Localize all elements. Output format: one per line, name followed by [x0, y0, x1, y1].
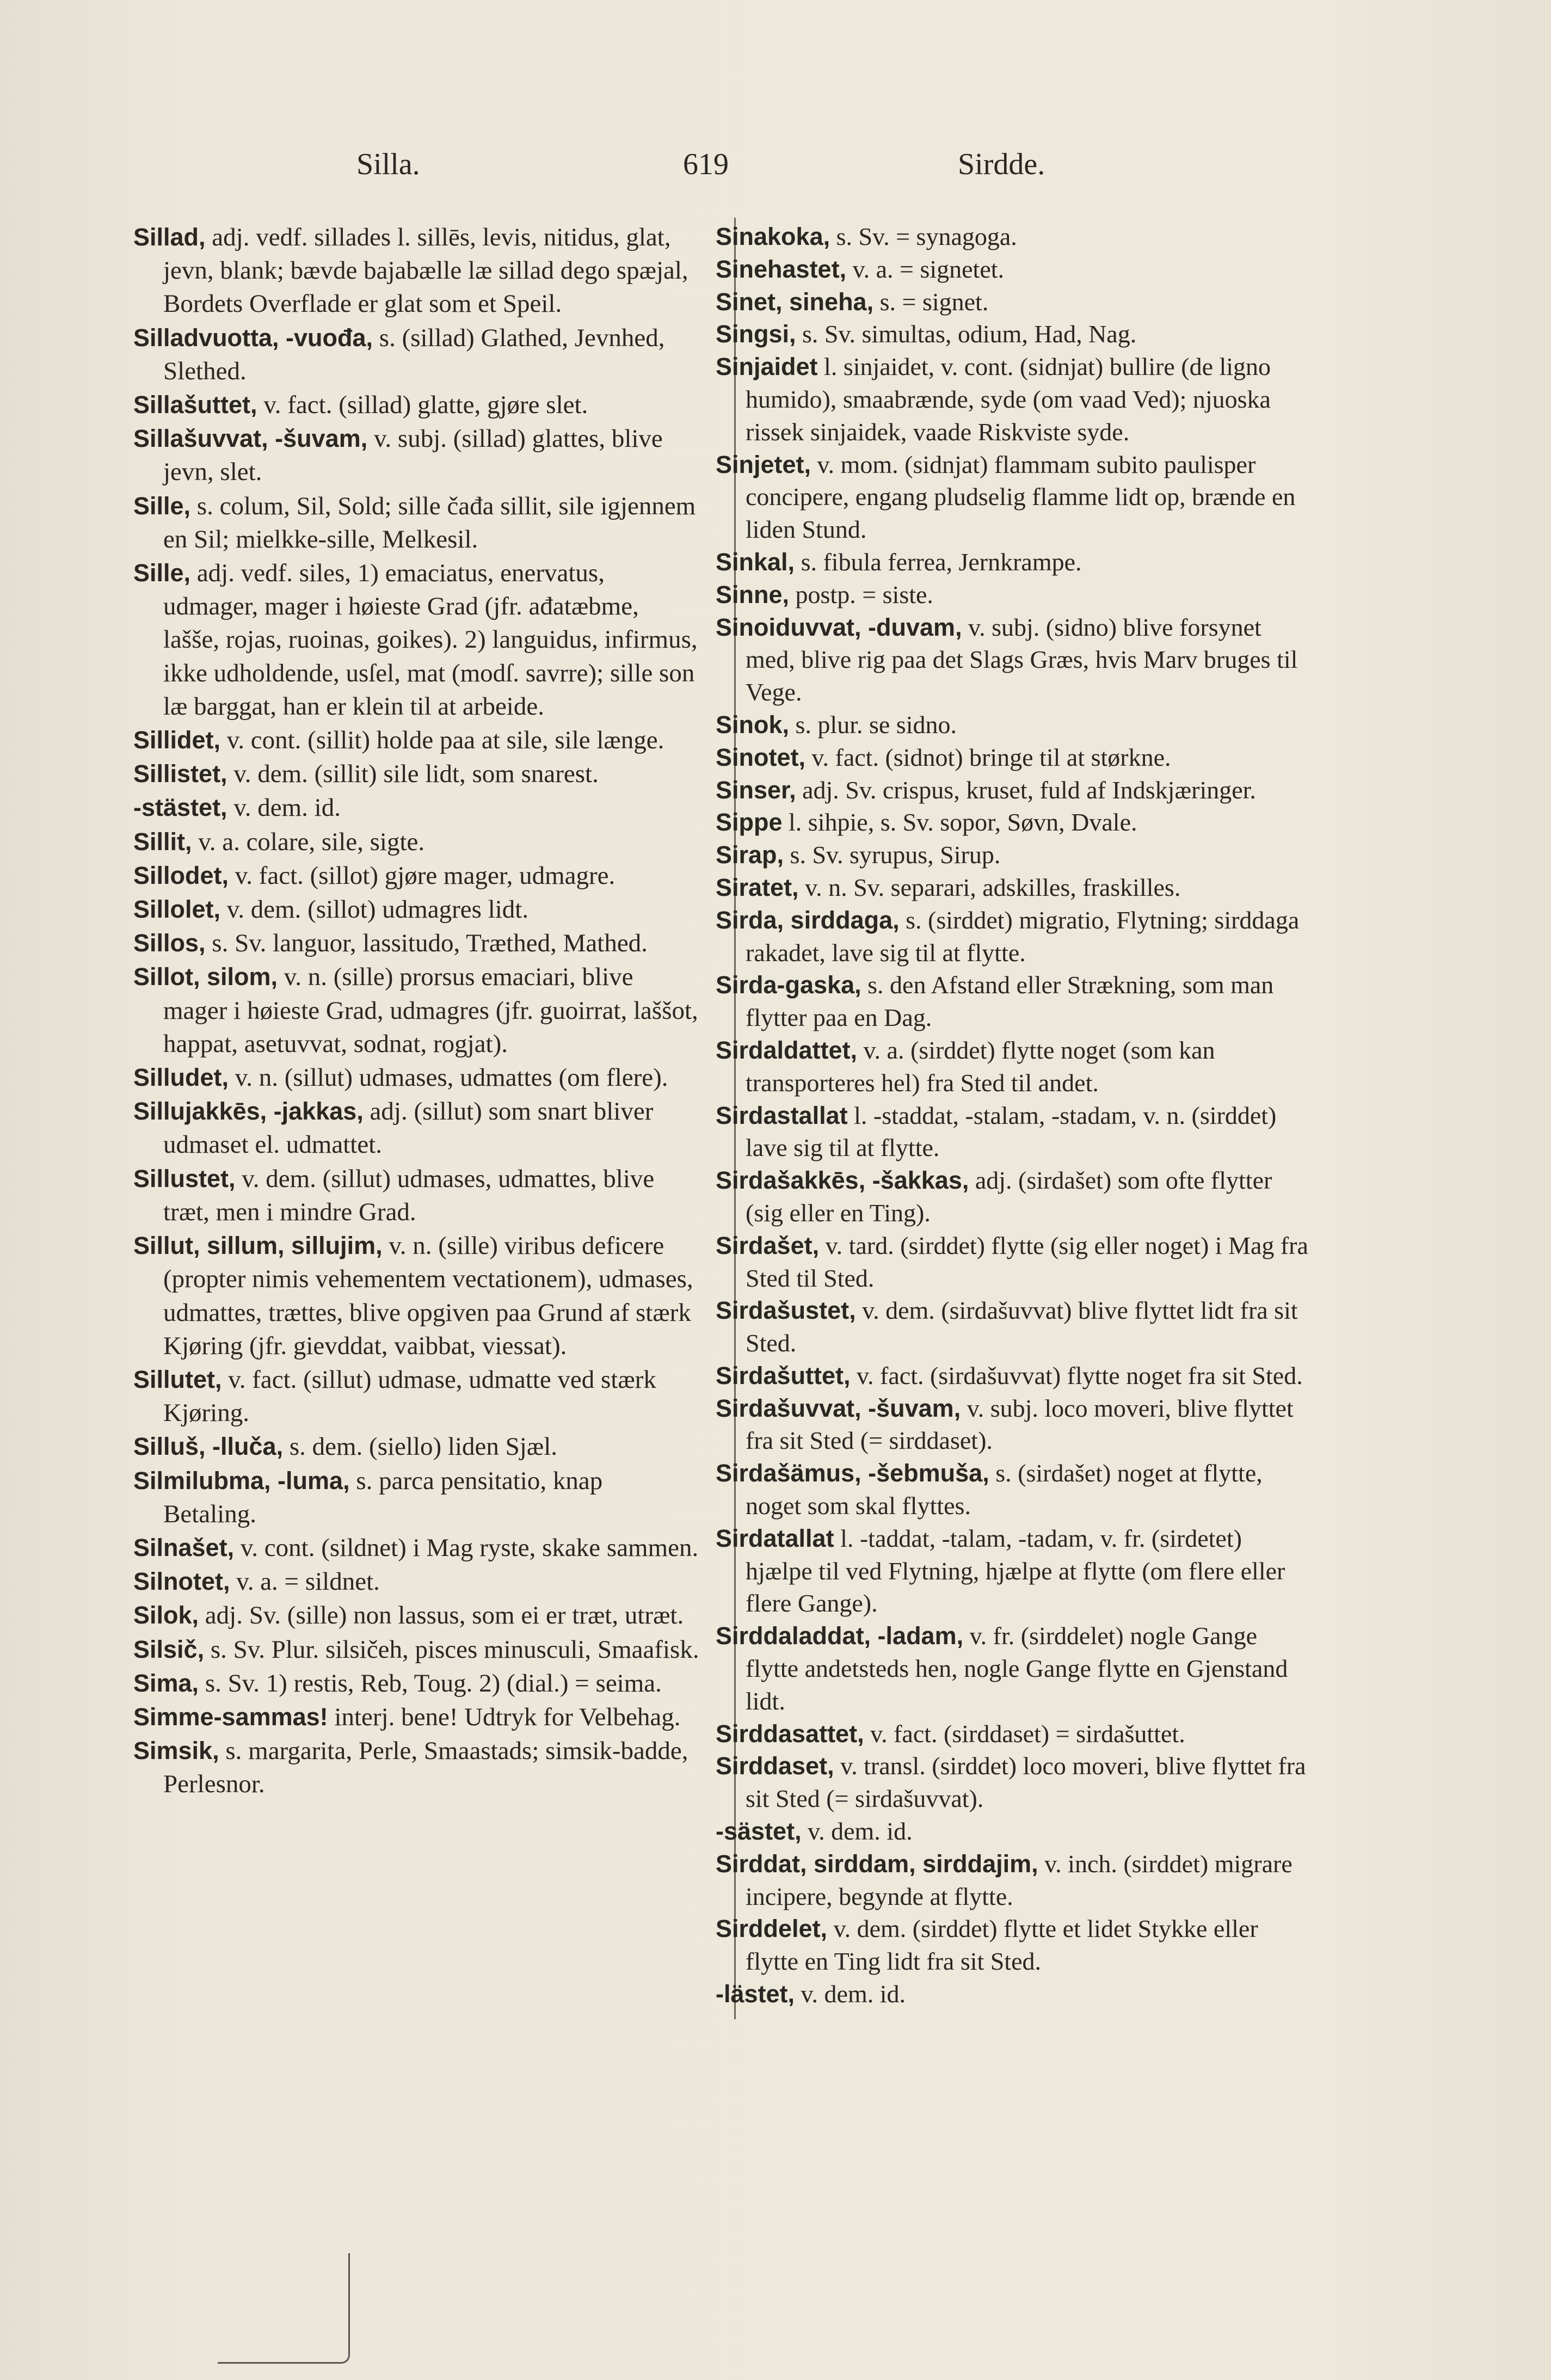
- entry-headword: Sirda-gaska,: [716, 971, 861, 999]
- entry-definition: adj. Sv. (sille) non lassus, som ei er træt, utræt.: [205, 1601, 684, 1630]
- dictionary-entry: [716, 1294, 1309, 1360]
- dictionary-entry: [133, 1666, 699, 1700]
- dictionary-entry: [716, 579, 1309, 611]
- entry-headword: Sirdaldattet,: [716, 1036, 858, 1064]
- entry-definition: v. dem. id.: [233, 794, 341, 822]
- entry-definition: interj. bene! Udtryk for Velbehag.: [334, 1702, 681, 1731]
- entry-definition: v. fact. (sidnot) bringe til at størkne.: [811, 743, 1171, 771]
- page-number: 619: [683, 147, 729, 181]
- entry-headword: Sillit,: [133, 827, 192, 856]
- dictionary-entry: [716, 806, 1309, 839]
- page-corner-mark: [218, 2253, 350, 2364]
- entry-headword: Sillut, sillum, sillujim,: [133, 1232, 383, 1260]
- entry-headword: Sillutet,: [133, 1365, 222, 1393]
- dictionary-entry: [716, 1392, 1309, 1457]
- dictionary-entry: [133, 859, 699, 893]
- entry-definition: l. sihpie, s. Sv. sopor, Søvn, Dvale.: [789, 808, 1137, 837]
- dictionary-entry: [133, 422, 699, 489]
- dictionary-entry: [716, 1457, 1309, 1522]
- dictionary-entry: [716, 448, 1309, 546]
- entry-headword: -sästet,: [716, 1817, 802, 1846]
- dictionary-entry: [716, 318, 1309, 350]
- entry-headword: Sirddaladdat, -ladam,: [716, 1622, 964, 1650]
- dictionary-entry: [716, 1978, 1309, 2010]
- entry-definition: v. subj. (sillad) glattes, blive jevn, slet.: [163, 425, 663, 487]
- dictionary-entry: [716, 741, 1309, 774]
- entry-headword: Simme-sammas!: [133, 1702, 328, 1731]
- dictionary-entry: [133, 1061, 699, 1094]
- dictionary-entry: [716, 253, 1309, 286]
- entry-definition: adj. vedf. siles, 1) emaciatus, enervatus, udmager, mager i høieste Grad (jfr. ađatæbme, lašše, rojas, ruoinas, goikes). 2) languidus, infirmus, ikke udholdende, usſel, mat (modſ. savrre); sille son læ barggat, han er klein til at arbeide.: [163, 559, 698, 721]
- dictionary-entry: [133, 1700, 699, 1734]
- dictionary-entry: [133, 321, 699, 388]
- entry-headword: Silludet,: [133, 1063, 229, 1092]
- dictionary-entry: [133, 1464, 699, 1531]
- entry-definition: v. dem. (sirdašuvvat) blive flyttet lidt fra sit Sted.: [746, 1296, 1298, 1357]
- entry-definition: s. Sv. languor, lassitudo, Træthed, Mathed.: [212, 929, 648, 958]
- entry-headword: Sille,: [133, 559, 191, 587]
- dictionary-entry: [133, 1363, 699, 1430]
- entry-definition: v. fact. (sillot) gjøre mager, udmagre.: [235, 861, 616, 890]
- entry-definition: v. n. Sv. separari, adskilles, fraskilles.: [805, 873, 1181, 901]
- entry-definition: l. -taddat, -talam, -tadam, v. fr. (sirdetet) hjælpe til ved Flytning, hjælpe at flytte (om flere eller flere Gange).: [746, 1524, 1285, 1618]
- dictionary-entry: [133, 556, 699, 723]
- entry-definition: s. Sv. Plur. silsičeh, pisces minusculi, Smaafisk.: [210, 1635, 699, 1664]
- entry-headword: Silnotet,: [133, 1567, 230, 1596]
- entry-headword: Sima,: [133, 1669, 199, 1697]
- entry-headword: Sillodet,: [133, 861, 229, 889]
- dictionary-entry: [133, 960, 699, 1061]
- entry-definition: s. plur. se sidno.: [795, 710, 957, 739]
- entry-headword: Sirap,: [716, 841, 784, 869]
- entry-definition: v. transl. (sirddet) loco moveri, blive flyttet fra sit Sted (= sirdašuvvat).: [746, 1752, 1306, 1813]
- dictionary-entry: [716, 286, 1309, 318]
- entry-headword: Sirdašuvvat, -šuvam,: [716, 1394, 961, 1422]
- entry-headword: Silladvuotta, -vuođa,: [133, 323, 373, 352]
- dictionary-entry: [133, 1162, 699, 1229]
- entry-headword: Sinjaidet: [716, 353, 818, 381]
- entry-definition: v. subj. loco moveri, blive flyttet fra sit Sted (= sirddaset).: [746, 1394, 1294, 1455]
- entry-headword: Sirddasattet,: [716, 1719, 864, 1748]
- entry-definition: v. cont. (sillit) holde paa at sile, sile længe.: [226, 726, 664, 755]
- entry-headword: Sinok,: [716, 710, 790, 739]
- entry-definition: adj. vedf. sillades l. sillēs, levis, nitidus, glat, jevn, blank; bævde bajabælle læ sillad dego spæjal, Bordets Overflade er glat som et Speil.: [163, 223, 688, 318]
- entry-headword: Sille,: [133, 491, 191, 520]
- dictionary-entry: [716, 546, 1309, 579]
- entry-headword: Sinjetet,: [716, 450, 811, 478]
- dictionary-entry: [716, 839, 1309, 871]
- entry-headword: Sinakoka,: [716, 223, 830, 250]
- entry-headword: Sillidet,: [133, 726, 221, 754]
- entry-headword: Simsik,: [133, 1737, 219, 1765]
- dictionary-entry: [133, 1633, 699, 1666]
- dictionary-entry: [133, 1229, 699, 1363]
- dictionary-entry: [133, 1430, 699, 1463]
- dictionary-entry: [133, 489, 699, 556]
- entry-definition: s. (sirdašet) noget at flytte, noget som skal flyttes.: [746, 1459, 1263, 1520]
- dictionary-entry: [133, 893, 699, 926]
- entry-definition: v. a. = sildnet.: [236, 1567, 380, 1596]
- entry-definition: v. fact. (sirdašuvvat) flytte noget fra sit Sted.: [857, 1361, 1303, 1389]
- entry-headword: Silluš, -lluča,: [133, 1432, 284, 1461]
- dictionary-entry: [133, 1565, 699, 1598]
- entry-headword: Sillad,: [133, 223, 206, 251]
- entry-definition: v. cont. (sildnet) i Mag ryste, skake sammen.: [240, 1533, 699, 1562]
- entry-headword: Sinkal,: [716, 548, 795, 576]
- entry-headword: Sirddat, sirddam, sirddajim,: [716, 1849, 1038, 1878]
- entry-definition: s. = signet.: [879, 287, 989, 316]
- page-header: [0, 147, 1551, 190]
- entry-definition: v. dem. (sillot) udmagres lidt.: [226, 895, 529, 924]
- entry-headword: Sirdašustet,: [716, 1296, 856, 1325]
- entry-definition: v. n. (sille) prorsus emaciari, blive mager i høieste Grad, udmagres (jfr. guoirrat, laššot, happat, asetuvvat, sodnat, rogjat).: [163, 963, 698, 1058]
- entry-headword: Sillolet,: [133, 895, 221, 924]
- entry-headword: Singsi,: [716, 320, 796, 348]
- entry-definition: v. fact. (sillut) udmase, udmatte ved stærk Kjøring.: [163, 1365, 656, 1428]
- entry-headword: Silnašet,: [133, 1533, 235, 1561]
- dictionary-entry: [716, 611, 1309, 709]
- entry-headword: Sirddelet,: [716, 1915, 828, 1943]
- entry-definition: s. margarita, Perle, Smaastads; simsik-badde, Perlesnor.: [163, 1737, 688, 1799]
- right-column: [716, 220, 1309, 2010]
- entry-definition: s. Sv. = synagoga.: [836, 223, 1017, 250]
- entry-definition: v. inch. (sirddet) migrare incipere, begynde at flytte.: [746, 1849, 1292, 1910]
- dictionary-entry: [716, 1815, 1309, 1848]
- entry-definition: s. Sv. simultas, odium, Had, Nag.: [802, 320, 1137, 348]
- entry-definition: v. fr. (sirddelet) nogle Gange flytte andetsteds hen, nogle Gange flytte en Gjenstand lidt.: [746, 1622, 1288, 1715]
- entry-definition: v. dem. id.: [808, 1817, 913, 1846]
- dictionary-entry: [716, 709, 1309, 741]
- dictionary-entry: [716, 871, 1309, 904]
- dictionary-entry: [716, 904, 1309, 969]
- entry-headword: Sillašuttet,: [133, 391, 257, 419]
- entry-definition: v. subj. (sidno) blive forsynet med, blive rig paa det Slags Græs, hvis Marv bruges til Vege.: [746, 613, 1298, 706]
- entry-definition: s. den Afstand eller Strækning, som man flytter paa en Dag.: [746, 971, 1274, 1032]
- entry-headword: Silsič,: [133, 1635, 205, 1663]
- entry-definition: l. -staddat, -stalam, -stadam, v. n. (sirddet) lave sig til at flytte.: [746, 1101, 1277, 1162]
- dictionary-entry: [716, 1034, 1309, 1099]
- dictionary-entry: [716, 1912, 1309, 1978]
- dictionary-entry: [716, 1750, 1309, 1815]
- entry-definition: v. dem. (sillut) udmases, udmattes, blive træt, men i mindre Grad.: [163, 1164, 655, 1226]
- entry-definition: s. dem. (siello) liden Sjæl.: [289, 1432, 557, 1461]
- entry-definition: l. sinjaidet, v. cont. (sidnjat) bullire (de ligno humido), smaabrænde, syde (om vaad Ved); njuoska rissek sinjaidek, vaade Riskviste syde.: [746, 353, 1271, 446]
- entry-headword: Sinser,: [716, 776, 796, 804]
- entry-definition: v. a. = signetet.: [852, 255, 1005, 283]
- entry-headword: Silmilubma, -luma,: [133, 1466, 350, 1495]
- entry-headword: Sippe: [716, 808, 783, 837]
- entry-headword: Sinne,: [716, 580, 790, 608]
- entry-headword: Silok,: [133, 1601, 199, 1629]
- dictionary-entry: [133, 757, 699, 791]
- dictionary-entry: [133, 791, 699, 825]
- left-column: [133, 220, 699, 1801]
- entry-definition: s. (sirddet) migratio, Flytning; sirddaga rakadet, lave sig til at flytte.: [746, 906, 1300, 967]
- entry-definition: v. a. colare, sile, sigte.: [198, 827, 425, 856]
- entry-definition: v. mom. (sidnjat) flammam subito paulisper concipere, engang pludselig flamme lidt op, brænde en liden Stund.: [746, 450, 1296, 544]
- entry-headword: Sirddaset,: [716, 1752, 834, 1780]
- dictionary-entry: [716, 350, 1309, 448]
- entry-definition: v. dem. (sillit) sile lidt, som snarest.: [233, 760, 599, 789]
- header-right-guideword: Sirdde.: [958, 147, 1045, 181]
- entry-headword: Sillos,: [133, 929, 206, 957]
- entry-headword: Sillistet,: [133, 760, 227, 788]
- entry-headword: Sirdatallat: [716, 1524, 834, 1552]
- entry-headword: Sirdašakkēs, -šakkas,: [716, 1166, 969, 1195]
- entry-definition: v. n. (sillut) udmases, udmattes (om flere).: [235, 1063, 668, 1092]
- dictionary-entry: [716, 774, 1309, 807]
- dictionary-entry: [716, 1164, 1309, 1229]
- dictionary-entry: [133, 220, 699, 321]
- entry-headword: Sirdašet,: [716, 1231, 820, 1259]
- entry-definition: v. a. (sirddet) flytte noget (som kan transporteres hel) fra Sted til andet.: [746, 1036, 1215, 1097]
- entry-headword: Sillustet,: [133, 1164, 236, 1192]
- entry-headword: Sillujakkēs, -jakkas,: [133, 1097, 364, 1126]
- dictionary-entry: [716, 1099, 1309, 1165]
- dictionary-entry: [716, 1620, 1309, 1717]
- entry-definition: v. n. (sille) viribus deficere (propter nimis vehementem vectationem), udmases, udmattes, trættes, blive opgiven paa Grund af stærk Kjøring (jfr. gievddat, vaibbat, viessat).: [163, 1232, 693, 1360]
- dictionary-entry: [133, 388, 699, 422]
- dictionary-entry: [133, 1734, 699, 1801]
- entry-headword: Sirdašuttet,: [716, 1361, 851, 1389]
- entry-definition: s. Sv. 1) restis, Reb, Toug. 2) (dial.) = seima.: [205, 1669, 662, 1698]
- entry-headword: Sirda, sirddaga,: [716, 906, 900, 934]
- entry-definition: postp. = siste.: [795, 580, 933, 608]
- entry-definition: adj. (sillut) som snart bliver udmaset el. udmattet.: [163, 1097, 654, 1159]
- entry-headword: Sillot, silom,: [133, 963, 278, 991]
- entry-definition: v. dem. id.: [801, 1980, 906, 2008]
- dictionary-entry: [133, 1094, 699, 1161]
- entry-definition: s. Sv. syrupus, Sirup.: [790, 841, 1001, 869]
- entry-definition: s. parca pensitatio, knap Betaling.: [163, 1466, 603, 1528]
- entry-headword: -stästet,: [133, 794, 227, 822]
- entry-headword: Siratet,: [716, 873, 799, 901]
- entry-headword: Sinet, sineha,: [716, 287, 874, 316]
- entry-headword: Sirdašämus, -šebmuša,: [716, 1459, 989, 1487]
- entry-definition: s. colum, Sil, Sold; sille čađa sillit, sile igjennem en Sil; mielkke-sille, Melkesil.: [163, 491, 696, 554]
- entry-definition: adj. (sirdašet) som ofte flytter (sig eller en Ting).: [746, 1166, 1272, 1227]
- entry-headword: -lästet,: [716, 1980, 795, 2008]
- dictionary-entry: [716, 220, 1309, 253]
- entry-headword: Sinoiduvvat, -duvam,: [716, 613, 962, 641]
- dictionary-entry: [716, 1848, 1309, 1913]
- header-left-guideword: Silla.: [356, 147, 420, 181]
- dictionary-entry: [716, 1718, 1309, 1750]
- entry-definition: v. dem. (sirddet) flytte et lidet Stykke eller flytte en Ting lidt fra sit Sted.: [746, 1915, 1258, 1976]
- entry-definition: v. fact. (sirddaset) = sirdašuttet.: [870, 1719, 1185, 1748]
- dictionary-entry: [133, 926, 699, 960]
- entry-definition: adj. Sv. crispus, kruset, fuld af Indskjæringer.: [802, 776, 1256, 804]
- entry-definition: s. (sillad) Glathed, Jevnhed, Slethed.: [163, 323, 665, 385]
- dictionary-entry: [716, 969, 1309, 1034]
- dictionary-entry: [716, 1360, 1309, 1392]
- entry-definition: v. fact. (sillad) glatte, gjøre slet.: [263, 391, 588, 420]
- entry-definition: s. fibula ferrea, Jernkrampe.: [801, 548, 1082, 576]
- dictionary-entry: [716, 1522, 1309, 1620]
- dictionary-entry: [133, 723, 699, 757]
- dictionary-entry: [133, 1531, 699, 1565]
- dictionary-entry: [133, 825, 699, 859]
- entry-headword: Sirdastallat: [716, 1101, 848, 1129]
- entry-definition: v. tard. (sirddet) flytte (sig eller noget) i Mag fra Sted til Sted.: [746, 1231, 1308, 1292]
- dictionary-entry: [133, 1598, 699, 1632]
- entry-headword: Sinotet,: [716, 743, 805, 771]
- entry-headword: Sillašuvvat, -šuvam,: [133, 425, 368, 453]
- entry-headword: Sinehastet,: [716, 255, 847, 283]
- dictionary-entry: [716, 1229, 1309, 1295]
